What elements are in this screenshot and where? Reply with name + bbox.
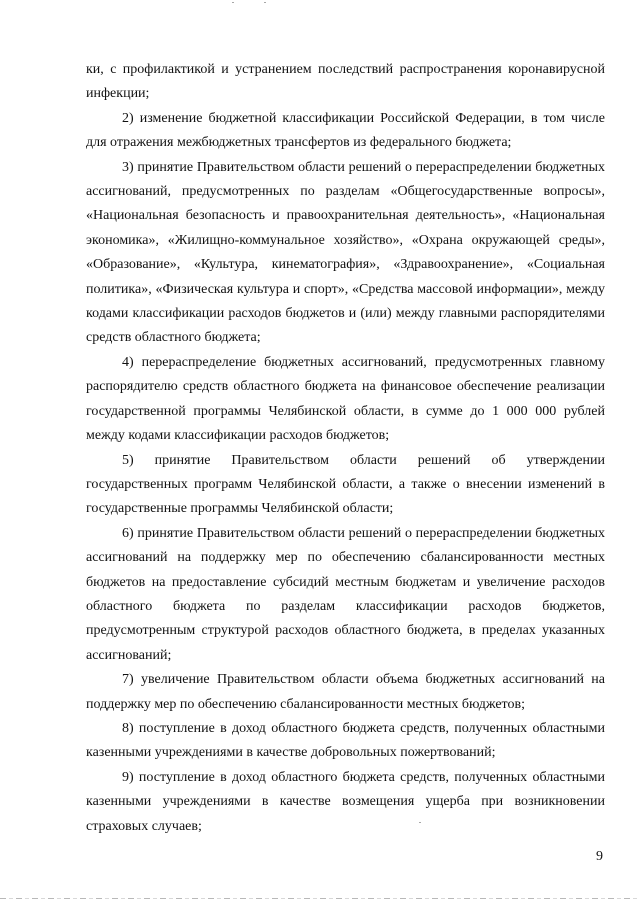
- paragraph-item-8: 8) поступление в доход областного бюджета средств, полученных областными казенными учреждениями в качестве добровольных пожертвований;: [86, 720, 605, 761]
- scan-speck: [232, 2, 234, 3]
- paragraph-item-9: 9) поступление в доход областного бюджета средств, полученных областными казенными учреждениями в качестве возмещения ущерба при возникновении страховых случаев;: [86, 769, 605, 834]
- paragraph-item-7: 7) увеличение Правительством области объема бюджетных ассигнований на поддержку мер по обеспечению сбалансированности местных бюджетов;: [86, 672, 605, 712]
- paragraph-continuation: ки, с профилактикой и устранением последствий распространения коронавирусной инфекции;: [86, 62, 605, 102]
- paragraph-item-2: 2) изменение бюджетной классификации Российской Федерации, в том числе для отражения межбюджетных трансфертов из федерального бюджета;: [86, 110, 605, 151]
- scan-speck: [419, 822, 421, 823]
- document-body: [86, 58, 605, 839]
- paragraph-item-6: 6) принятие Правительством области решений о перераспределении бюджетных ассигнований на поддержку мер по обеспечению сбалансированности местных бюджетов на предоставление субсидий местным бюджетам и увеличение расходов областного бюджета по разделам классификации расходов бюджетов, предусмотренным структурой расходов областного бюджета, в пределах указанных ассигнований;: [86, 525, 605, 663]
- page-number: 9: [596, 849, 603, 864]
- scan-edge-line: [0, 898, 640, 899]
- paragraph-item-3: 3) принятие Правительством области решений о перераспределении бюджетных ассигнований, предусмотренных по разделам «Общегосударственные вопросы», «Национальная безопасность и правоохранительная деятельность», «Национальная экономика», «Жилищно-коммунальное хозяйство», «Охрана окружающей среды», «Образование», «Культура, кинематография», «Здравоохранение», «Социальная политика», «Физическая культура и спорт», «Средства массовой информации», между кодами классификации расходов бюджетов и (или) между главными распорядителями средств областного бюджета;: [86, 159, 605, 346]
- scan-speck: [264, 2, 266, 3]
- paragraph-item-5: 5) принятие Правительством области решений об утверждении государственных программ Челябинской области, а также о внесении изменений в государственные программы Челябинской области;: [86, 452, 605, 517]
- paragraph-item-4: 4) перераспределение бюджетных ассигнований, предусмотренных главному распорядителю средств областного бюджета на финансовое обеспечение реализации государственной программы Челябинской области, в сумме до 1 000 000 рублей между кодами классификации расходов бюджетов;: [86, 354, 605, 444]
